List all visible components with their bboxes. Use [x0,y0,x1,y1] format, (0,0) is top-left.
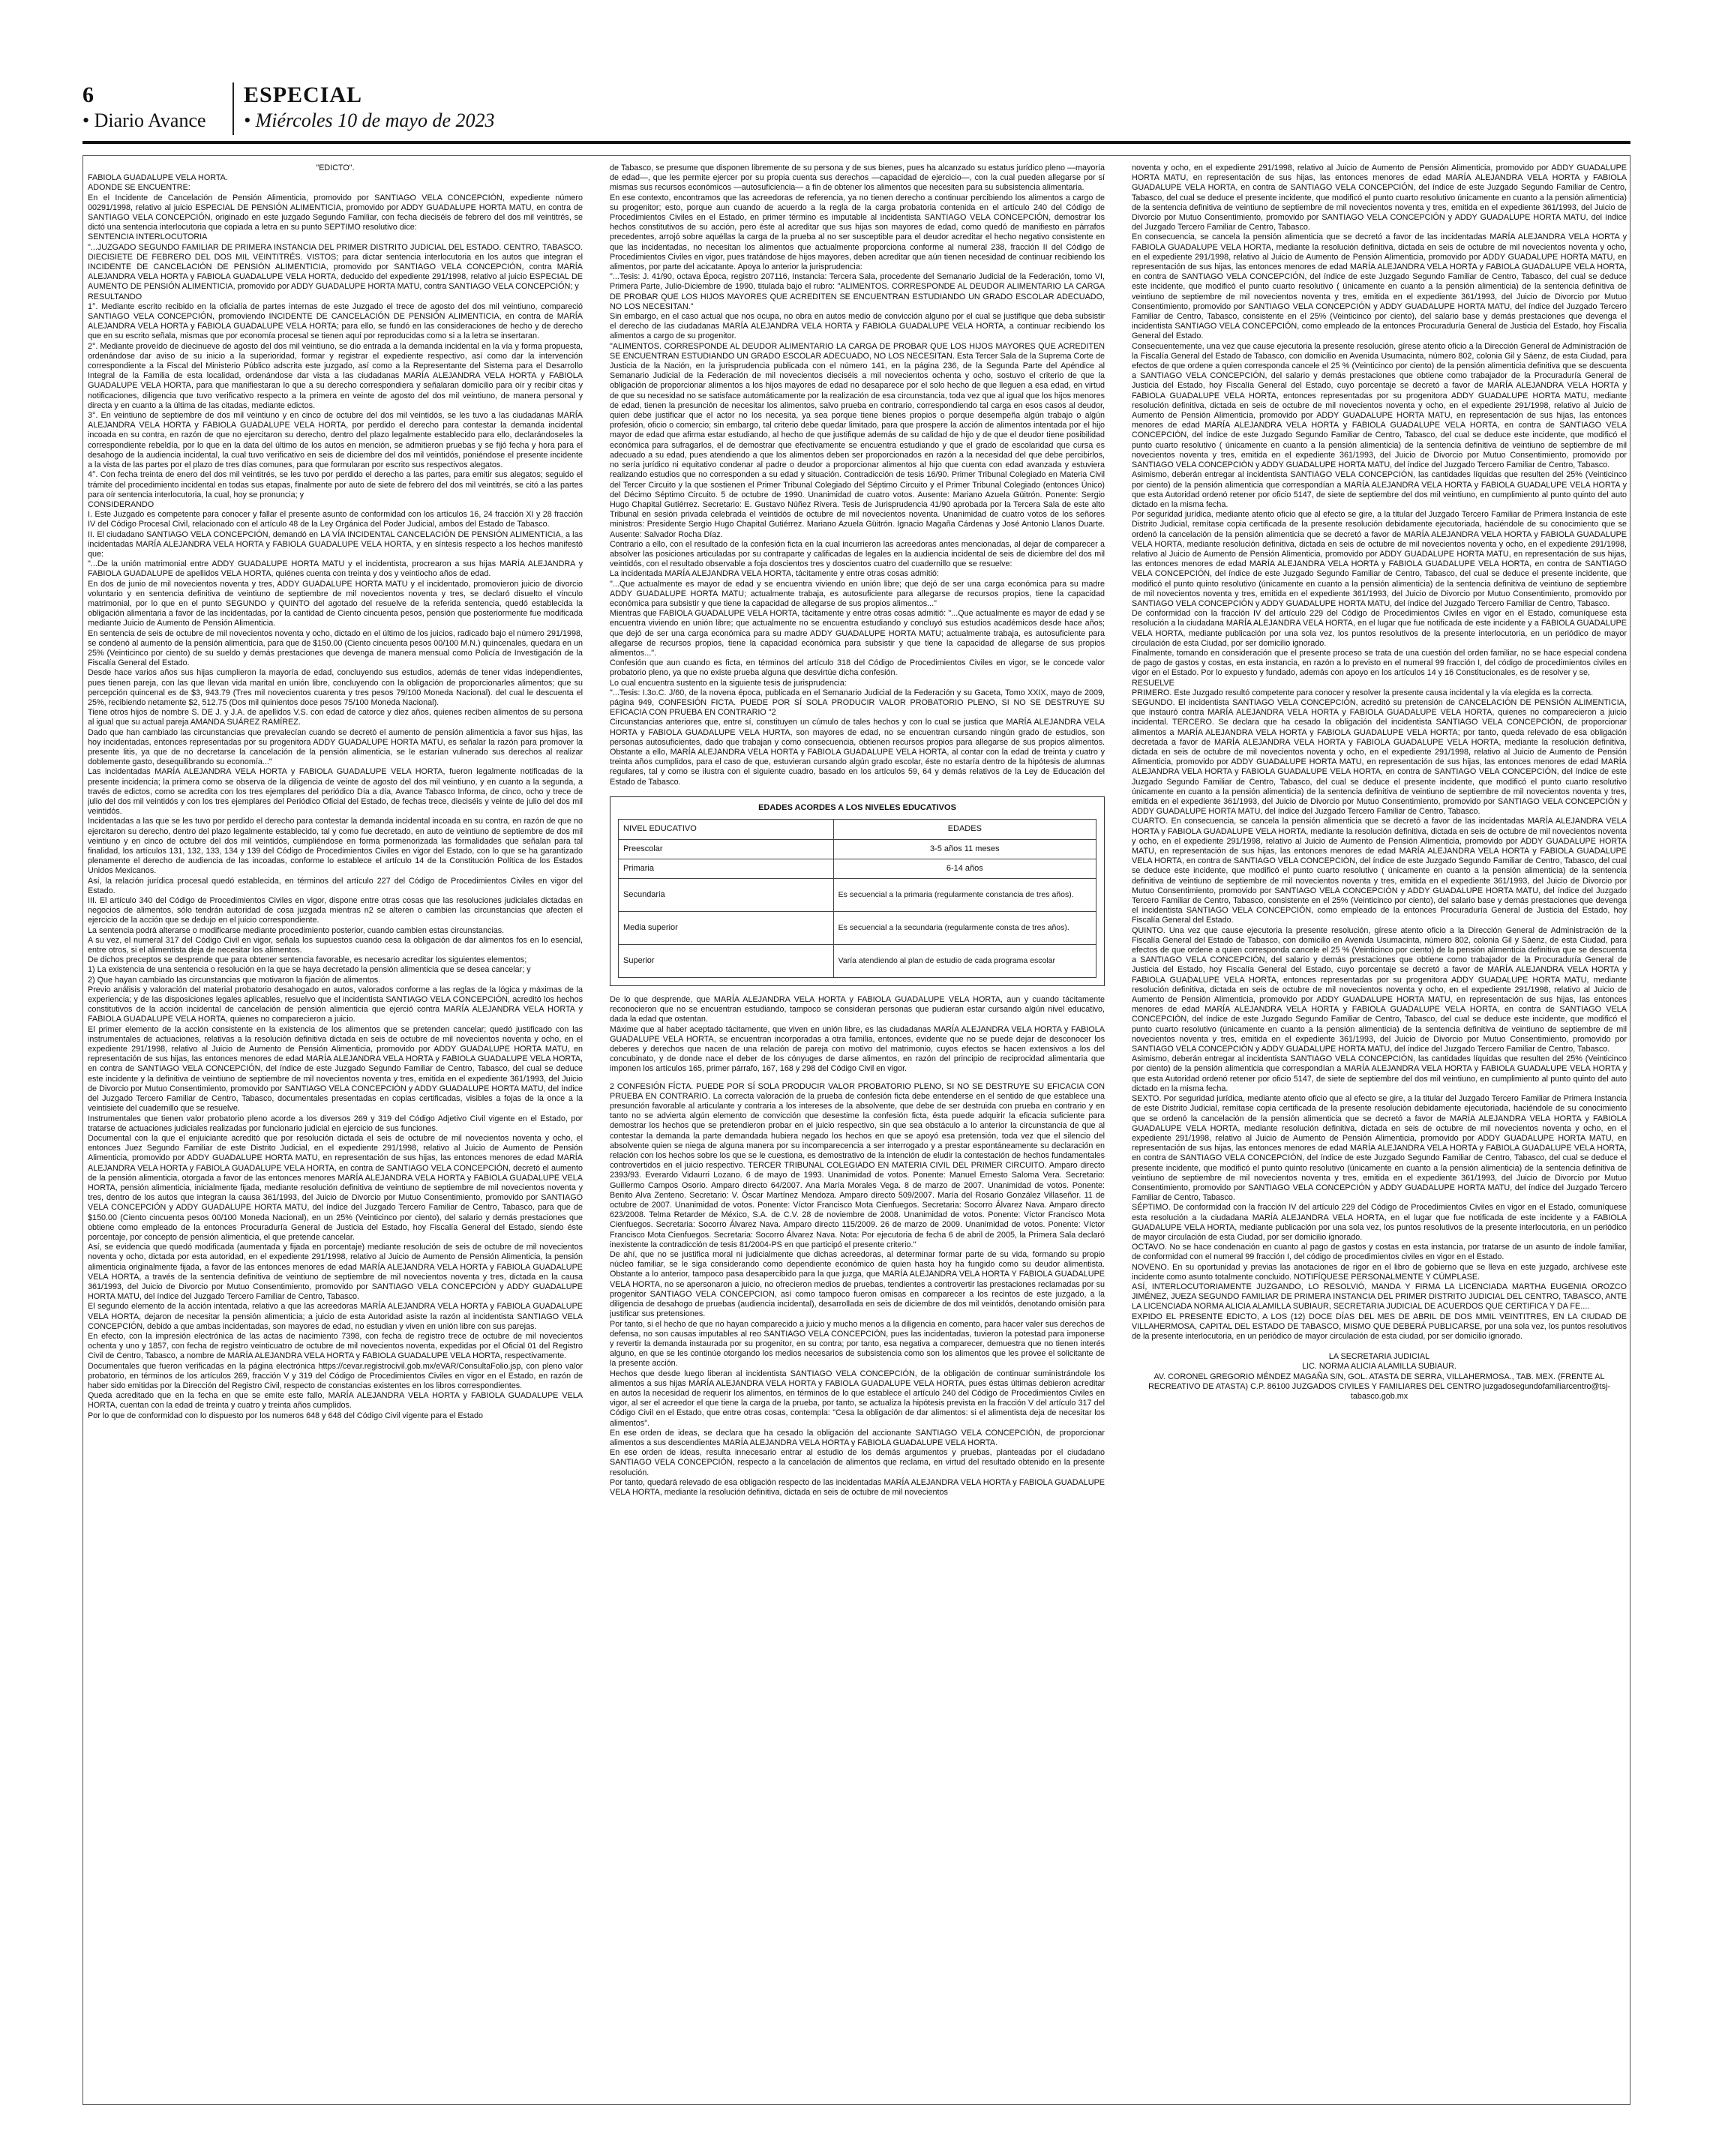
table-row [619,859,1096,879]
court-address: AV. CORONEL GREGORIO MÉNDEZ MAGAÑA S/N, GOL. ATASTA DE SERRA, VILLAHERMOSA., TAB. MEX. (FRENTE AL RECREATIVO DE ATASTA) C.P. 86100 JUZGADOS CIVILES Y FAMILIARES DEL CENTRO juzgadosegundofamiliarcentro@tsj-tabasco.gob.mx [1148,1372,1610,1401]
table-cell-level: Primaria [619,859,834,879]
paragraph: "ALIMENTOS. CORRESPONDE AL DEUDOR ALIMENTARIO LA CARGA DE PROBAR QUE LOS HIJOS MAYORES QUE ACREDITEN SE ENCUENTRAN ESTUDIANDO UN GRADO ESCOLAR ADECUADO, NO LOS NECESITAN. Esta Tercer Sala de la Suprema Corte de Justicia de la Nación, en la jurisprudencia publicada con el número 141, en la página 236, de la Segunda Parte del Apéndice al Semanario Judicial de la Federación de mil novecientos dieciséis a mil novecientos ochenta y ocho, sostuvo el criterio de que la obligación de proporcionar alimentos a los hijos mayores de edad no desaparece por el solo hecho de que lleguen a esa edad, en virtud de que su necesidad no se satisface automáticamente por la realización de esa circunstancia, toda vez que al igual que los hijos menores de edad, tienen la presunción de necesitar los alimentos, salvo prueba en contrario, correspondiendo tal carga en esos casos al deudor, quien debe justificar que el actor no los necesita, ya sea porque tiene bienes propios o porque desempeña algún trabajo o algún profesión, oficio o comercio; sin embargo, tal criterio debe quedar limitado, para que prospere la acción de alimentos intentada por el hijo mayor de edad que afirma estar estudiando, al hecho de que justifique además de su calidad de hijo y de que el deudor tiene posibilidad económica para sufragarlos, el de demostrar que efectivamente se encuentra estudiando y que el grado de escolaridad que cursa es adecuado a su edad, pues atendiendo a que los alimentos deben ser proporcionados en razón a la necesidad del que debe percibirlos, no sería jurídico ni equitativo condenar al padre o deudor a proporcionar alimentos al hijo que cuenta con edad avanzada y estuviera realizando estudios que no corresponden a su edad y situación. Contradicción de tesis 16/90. Primer Tribunal Colegiado en Materia Civil del Tercer Circuito y la que sostienen el Primer Tribunal Colegiado del Séptimo Circuito y el Primer Tribunal Colegiado (entonces Único) del Décimo Séptimo Circuito. 5 de octubre de 1990. Unanimidad de cuatro votos. Ausente: Mariano Azuela Güitrón. Ponente: Sergio Hugo Chapital Gutiérrez. Secretario: E. Gustavo Núñez Rivera. Tesis de Jurisprudencia 41/90 aprobada por la Tercera Sala de este alto Tribunal en sesión privada celebrada el veintidós de octubre de mil novecientos noventa. Unanimidad de cuatro votos de los señores ministros: Presidente Sergio Hugo Chapital Gutiérrez. Mariano Azuela Güitrón. Ignacio Magaña Cárdenas y José Antonio Llanos Duarte. Ausente: Salvador Rocha Díaz. [610,341,1105,539]
table-cell-level: Media superior [619,912,834,945]
edict-title: "EDICTO". [316,163,355,172]
paragraph: Confesión que aun cuando es ficta, en términos del artículo 318 del Código de Procedimientos Civiles en vigor, se le concede valor probatorio pleno, ya que no existe prueba alguna que desvirtúe dicha confesión. [610,658,1105,678]
paragraph: El primer elemento de la acción consistente en la existencia de los alimentos que se pretenden cancelar; quedó justificado con las instrumentales de actuaciones, relativas a la resolución definitiva dictada en seis de octubre de mil novecientos noventa y ocho, en el expediente 291/1998, relativo al Juicio de Aumento de Pensión Alimenticia, promovido por ADDY GUADALUPE HORTA MATU, en representación de sus hijas, las entonces menores de edad MARÍA ALEJANDRA VELA HORTA y FABIOLA GUADALUPE VELA HORTA, en contra de SANTIAGO VELA CONCEPCIÓN, del índice de este Juzgado Segundo Familiar de Centro, Tabasco, del cual se deduce este incidente y la definitiva de veintiuno de septiembre de mil novecientos noventa y tres, emitida en el expediente 361/1993, del Juicio de Divorcio por Mutuo Consentimiento, promovido por SANTIAGO VELA CONCEPCIÓN y ADDY GUADALUPE HORTA MATU, del índice del Juzgado Tercero Familiar de Centro, Tabasco, documentales presentadas en copias certificadas, visibles a fojas de la once a la veintisiete del cuadernillo que se resuelve. [88,1024,583,1114]
section-heading: RESUELVE [1132,678,1174,688]
paragraph: De ahí, que no se justifica moral ni judicialmente que dichas acreedoras, al determinar formar parte de su vida, formando su propio núcleo familiar, se le siga considerando como dependiente económico de quien hasta hoy ha fungido como su deudor alimentista. Obstante a lo anterior, tampoco pasa desapercibido para la que juzga, que MARÍA ALEJANDRA VELA HORTA Y FABIOLA GUADALUPE VELA HORTA, no se apersonaron a juicio, no ofrecieron medios de pruebas, tendientes a controvertir las prestaciones reclamadas por su progenitor SANTIAGO VELA CONCEPCION, así como tampoco fueron omisas en comparecer a los recintos de este juzgado, a la diligencia de desahogo de pruebas (audiencia incidental), desarrollada en seis de diciembre de dos mil veintidós, denotando omisión para justificar sus pretensiones. [610,1250,1105,1319]
paragraph: La incidentada MARÍA ALEJANDRA VELA HORTA, tácitamente y entre otras cosas admitió: [610,569,939,579]
paragraph: SÉPTIMO. De conformidad con la fracción IV del artículo 229 del Código de Procedimientos Civiles en vigor en el Estado, comuníquese esta resolución a la ciudadana MARÍA ALEJANDRA VELA HORTA, en el lugar que fue notificada de este incidente y a FABIOLA GUADALUPE VELA HORTA, mediante publicación por una sola vez, los puntos resolutivos de la presente interlocutoria, en un periódico de mayor circulación de esta Ciudad, por ser domicilio ignorado. [1132,1203,1627,1242]
paragraph: De dichos preceptos se desprende que para obtener sentencia favorable, es necesario acreditar los siguientes elementos; [88,955,527,965]
paragraph: En ese orden de ideas, se declara que ha cesado la obligación del accionante SANTIAGO VELA CONCEPCIÓN, de proporcionar alimentos a sus descendientes MARÍA ALEJANDRA VELA HORTA y FABIOLA GUADALUPE VELA HORTA. [610,1428,1105,1447]
section-heading: SENTENCIA INTERLOCUTORIA [88,232,208,242]
paragraph: Máxime que al haber aceptado tácitamente, que viven en unión libre, es las ciudadanas MARÍA ALEJANDRA VELA HORTA y FABIOLA GUADALUPE VELA HORTA, se encuentran incorporadas a otra familia, entonces, evidente que no se puede dejar de desconocer los deberes y derechos que nacen de una relación de pareja con motivo del matrimonio, cuyos efectos se hacen extensivos a los del concubinato, y de donde nace el deber de los cónyuges de darse alimentos, en razón del principio de reciprocidad alimentaria que imponen los artículos 165, primer párrafo, 167, 168 y 298 del Código Civil en vigor. [610,1024,1105,1074]
paragraph: Contrario a ello, con el resultado de la confesión ficta en la cual incurrieron las acreedoras antes mencionadas, al dejar de comparecer a absolver las posiciones articuladas por su contraparte y calificadas de legales en la audiencia incidental de seis de diciembre del dos mil veintidós, con el resultado observable a foja doscientos tres y doscientos cuatro del cuadernillo que se resuelve: [610,539,1105,569]
table-row [619,840,1096,859]
paragraph: 2) Que hayan cambiado las circunstancias que motivaron la fijación de alimentos. [88,975,381,985]
paragraph: ADONDE SE ENCUENTRE: [88,183,190,193]
paragraph: CUARTO. En consecuencia, se cancela la pensión alimenticia que se decretó a favor de las incidentadas MARÍA ALEJANDRA VELA HORTA y FABIOLA GUADALUPE VELA HORTA, mediante la resolución definitiva, dictada en seis de octubre de mil novecientos noventa y ocho, en el expediente 291/1998, relativo al Juicio de Aumento de Pensión Alimenticia, promovido por ADDY GUADALUPE HORTA MATU, en representación de sus hijas, las entonces menores de edad MARÍA ALEJANDRA VELA HORTA y FABIOLA GUADALUPE VELA HORTA, en contra de SANTIAGO VELA CONCEPCIÓN, del índice de este Juzgado Segundo Familiar de Centro, Tabasco, del cual se deduce este incidente, que modificó el punto cuarto resolutivo ( únicamente en cuanto a la pensión alimenticia) de la sentencia definitiva de veintiuno de septiembre de mil novecientos noventa y tres, emitida en el expediente 361/1993, del Juicio de Divorcio por Mutuo Consentimiento, promovido por SANTIAGO VELA CONCEPCIÓN y ADDY GUADALUPE HORTA MATU, del índice del Juzgado Tercero Familiar de Centro, Tabasco, consistente en el 25% (Veinticinco por ciento), del salario base y demás prestaciones que devenga el incidentista SANTIAGO VELA CONCEPCIÓN, como empleado de la entonces Procuraduría General de Justicia del Estado, hoy Fiscalía General del Estado. [1132,817,1627,925]
paragraph: 2°. Mediante proveído de diecinueve de agosto del dos mil veintiuno, se dio entrada a la demanda incidental en la vía y forma propuesta, ordenándose dar aviso de su inicio a la superioridad, formar y registrar el expediente respectivo, así como dar la intervención correspondiente a la Fiscal del Ministerio Público adscrita este juzgado, así como a la Representante del Sistema para el Desarrollo Integral de la Familia de esta localidad, ordenándose dar vista a las ciudadanas MARÍA ALEJANDRA VELA HORTA y FABIOLA GUADALUPE VELA HORTA, para que manifiestaran lo que a su derecho correspondiera y señalaran domicilio para oír y recibir citas y notificaciones, diligencia que tuvo verificativo respecto a la primera en veinte de agosto del dos mil veintiuno, de manera personal y directa y en cuanto a la última de las citadas, mediante edictos. [88,341,583,410]
signature-title: LA SECRETARIA JUDICIAL [1328,1352,1430,1362]
paragraph: NOVENO. En su oportunidad y previas las anotaciones de rigor en el libro de gobierno que se lleva en este juzgado, archívese este incidente como asunto totalmente concluido. NOTIFÍQUESE PERSONALMENTE Y CÚMPLASE. [1132,1262,1627,1282]
paragraph: Así, se evidencia que quedó modificada (aumentada y fijada en porcentaje) mediante resolución de seis de octubre de mil novecientos noventa y ocho, dictada por esta autoridad, en el expediente 291/1998, relativo al Juicio de Aumento de Pensión Alimenticia, la pensión alimenticia originalmente fijada, a favor de las entonces menores de edad MARÍA ALEJANDRA VELA HORTA y FABIOLA GUADALUPE VELA HORTA, a través de la sentencia definitiva de veintiuno de septiembre de mil novecientos noventa y tres, dictada en la causa 361/1993, del Juicio de Divorcio por Mutuo Consentimiento, promovido por SANTIAGO VELA CONCEPCIÓN y ADDY GUADALUPE HORTA MATU, del índice del Juzgado Tercero Familiar de Centro, Tabasco. [88,1243,583,1302]
paragraph: La sentencia podrá alterarse o modificarse mediante procedimiento posterior, cuando cambien estas circunstancias. [88,925,505,935]
edict-notice [82,155,1630,2105]
paragraph: Documental con la que el enjuiciante acreditó que por resolución dictada el seis de octubre de mil novecientos noventa y ocho, el entonces Juez Segundo Familiar de este Distrito Judicial, en el expediente 291/1998, relativo al Juicio de Aumento de Pensión Alimenticia, promovido por ADDY GUADALUPE HORTA MATU, en representación de sus hijas, las entonces menores de edad MARÍA ALEJANDRA VELA HORTA y FABIOLA GUADALUPE VELA HORTA, en contra de SANTIAGO VELA CONCEPCIÓN, decretó el aumento de la pensión alimenticia, otorgada a favor de las entonces menores MARÍA ALEJANDRA VELA HORTA y FABIOLA GUADALUPE VELA HORTA, pensión alimenticia, inicialmente fijada, mediante resolución definitiva de veintiuno de septiembre de mil novecientos noventa y tres, dentro de los autos que integran la causa 361/1993, del Juicio de Divorcio por Mutuo Consentimiento, promovido por SANTIAGO VELA CONCEPCIÓN y ADDY GUADALUPE HORTA MATU, del índice del Juzgado Tercero Familiar de Centro, Tabasco, para que de $150.00 (Ciento cincuenta pesos 00/100 Moneda Nacional), en un 25% (Veinticinco por ciento), del salario y demás prestaciones que obtiene como empleado de la entonces Procuraduría General de Justicia del Estado, hoy Fiscalía General del Estado, siendo éste porcentaje, por concepto de pensión alimenticia, el que pretende cancelar. [88,1133,583,1242]
paragraph: FABIOLA GUADALUPE VELA HORTA. [88,173,228,183]
paragraph: OCTAVO. No se hace condenación en cuanto al pago de gastos y costas en esta instancia, por tratarse de un asunto de índole familiar, de conformidad con el numeral 99 fracción I, del código de procedimientos civiles en vigor en el Estado. [1132,1243,1627,1262]
paragraph: Por lo que de conformidad con lo dispuesto por los numeros 648 y 648 del Código Civil vigente para el Estado [88,1411,483,1420]
table-cell-ages: Es secuencial a la primaria (regularmente constancia de tres años). [833,879,1096,912]
paragraph: Mientras que FABIOLA GUADALUPE VELA HORTA, tácitamente y entre otras cosas admitió: "...Que actualmente es mayor de edad y se encuentra viviendo en unión libre; que actualmente no se encuentra estudiando y concluyó sus estudios académicos desde hace años; que dejó de ser una carga económica para su madre ADDY GUADALUPE HORTA MATU; actualmente trabaja, es autosuficiente para allegarse de recursos propios, tiene la capacidad económica para subsistir y que tiene la capacidad de allegarse de sus propios alimentos...". [610,609,1105,658]
paragraph: En ese contexto, encontramos que las acreedoras de referencia, ya no tienen derecho a continuar percibiendo los alimentos a cargo de su progenitor; esto, porque aun cuando de acuerdo a la regla de la carga probatoria contenida en el artículo 240 del Código de Procedimientos Civiles en el Estado, en primer término es imputable al incidentista SANTIAGO VELA CONCEPCIÓN, demostrar los hechos constitutivos de su acción, pero éste al acreditar que sus hijas son mayores de edad, como quedó de manifiesto en párrafos precedentes, arrojó sobre aquéllas la carga de la prueba al no ser susceptible para el deudor acreditar el hecho negativo consistente en que las incidentadas, no necesitan los alimentos que actualmente proporciona conforme al numeral 238, fracción II del Código de Procedimientos Civiles en vigor, pues tratándose de hijos mayores, deben acreditar que aún tienen necesidad de continuar recibiendo los alimentos, por parte del acicatante. Apoya lo anterior la jurisprudencia: [610,193,1105,272]
paragraph: III. El artículo 340 del Código de Procedimientos Civiles en vigor, dispone entre otras cosas que las resoluciones judiciales dictadas en negocios de alimentos, sólo tendrán autoridad de cosa juzgada mientras n2 se alteren o cambien las circunstancias que afecten el ejercicio de la acción que se dedujo en el juicio correspondiente. [88,896,583,925]
paragraph: de Tabasco, se presume que disponen libremente de su persona y de sus bienes, pues ha alcanzado su estatus jurídico pleno —mayoría de edad—, que les permite ejercer por su propia cuenta sus derechos —capacidad de ejercicio—, con la cual pueden allegarse por sí mismas sus recursos económicos —autosuficiencia— a fin de obtener los alimentos que necesiten para su subsistencia alimentaria. [610,163,1105,193]
paragraph: Por seguridad jurídica, mediante atento oficio que al efecto se gire, a la titular del Juzgado Tercero Familiar de Primera Instancia de este Distrito Judicial, remítase copia certificada de la presente resolución debidamente ejecutoriada, haciéndole de su conocimiento que se ordenó la cancelación de la pensión alimenticia que se decretó a favor de MARÍA ALEJANDRA VELA HORTA y FABIOLA GUADALUPE VELA HORTA, mediante resolución definitiva, dictada en seis de octubre de mil novecientos noventa y ocho, en el expediente 291/1998, relativo al Juicio de Aumento de Pensión Alimenticia, promovido por ADDY GUADALUPE HORTA MATU, en representación de sus hijas, las entonces menores de edad MARÍA ALEJANDRA VELA HORTA y FABIOLA GUADALUPE VELA HORTA, en contra de SANTIAGO VELA CONCEPCIÓN, del índice de este Juzgado Segundo Familiar de Centro, Tabasco, del cual se deduce el presente incidente, que modificó el punto quinto resolutivo (únicamente en cuanto a la pensión alimenticia) de la sentencia definitiva de veintiuno de septiembre de mil novecientos noventa y tres, emitida en el expediente 361/1993, del Juicio de Divorcio por Mutuo Consentimiento, promovido por SANTIAGO VELA CONCEPCIÓN y ADDY GUADALUPE HORTA MATU, del índice del Juzgado Tercero Familiar de Centro, Tabasco. [1132,510,1627,608]
section-heading: CONSIDERANDO [88,499,154,509]
paragraph: Asimismo, deberán entregar al incidentista SANTIAGO VELA CONCEPCIÓN, las cantidades líquidas que resulten del 25% (Veinticinco por ciento) de la pensión alimenticia que correspondían a MARÍA ALEJANDRA VELA HORTA y FABIOLA GUADALUPE VELA HORTA y que esta Autoridad ordenó retener por oficio 5147, de siete de septiembre del dos mil veintiuno, en cumplimiento al punto quinto del auto dictado en la misma fecha. [1132,470,1627,509]
paragraph: Desde hace varios años sus hijas cumplieron la mayoría de edad, concluyendo sus estudios, además de tener vidas independientes, pues tienen pareja, con las que llevan vida marital en unión libre, concluyendo con la obligación de proporcionarles alimentos; que su percepción quincenal es de $3, 943.79 (Tres mil novecientos cuarenta y tres pesos 79/100 Moneda Nacional). del cual le descuenta el 25%, recibiendo netamente $2, 512.75 (Dos mil quinientos doce pesos 75/100 Moneda Nacional). [88,668,583,707]
column-2 [610,163,1105,2098]
paragraph: A su vez, el numeral 317 del Código Civil en vigor, señala los supuestos cuando cesa la obligación de dar alimentos fos en lo esencial, entre otros, si el alimentista deja de necesitar los alimentos. [88,935,583,955]
table-cell-ages: Es secuencial a la secundaria (regularmente consta de tres años). [833,912,1096,945]
paragraph: Asimismo, deberán entregar al incidentista SANTIAGO VELA CONCEPCIÓN, las cantidades líquidas que resulten del 25% (Veinticinco por ciento) de la pensión alimenticia que correspondían a MARÍA ALEJANDRA VELA HORTA y FABIOLA GUADALUPE VELA HORTA y que esta Autoridad ordenó retener por oficio 5147, de siete de septiembre del dos mil veintiuno, en cumplimiento al punto quinto del auto dictado en la misma fecha. [1132,1054,1627,1093]
paragraph: II. El ciudadano SANTIAGO VELA CONCEPCIÓN, demandó en LA VÍA INCIDENTAL CANCELACIÓN DE PENSIÓN ALIMENTICIA, a las incidentadas MARÍA ALEJANDRA VELA HORTA y FABIOLA GUADALUPE VELA HORTA, y en síntesis respecto a los hechos manifestó que: [88,529,583,559]
newspaper-name: • Diario Avance [82,109,206,131]
paragraph: En dos de junio de mil novecientos noventa y tres, ADDY GUADALUPE HORTA MATU y el incidentado, promovieron juicio de divorcio voluntario y en sentencia definitiva de veintiuno de septiembre de mil novecientos noventa y tres, se declaró disuelto el vínculo matrimonial, por lo que en el punto SEGUNDO y QUINTO del agotado del resuelve de la referida sentencia, quedó establecida la obligación alimentaria a favor de las incidentadas, por la cantidad de Ciento cincuenta pesos, pensión que posteriormente fue modificada mediante Juicio de Aumento de Pensión Alimenticia. [88,579,583,628]
paragraph: En sentencia de seis de octubre de mil novecientos noventa y ocho, dictado en el último de los juicios, radicado bajo el número 291/1998, se condenó al aumento de la pensión alimenticia, para que de $150.00 (Ciento cincuenta pesos 00/100 M.N.) quincenales, quedara en un 25% (Veinticinco por ciento) de su sueldo y demás prestaciones que devenga de manera mensual como Policía de Investigación de la Fiscalía General del Estado. [88,628,583,668]
section-title: ESPECIAL [244,82,363,107]
paragraph: De lo que desprende, que MARÍA ALEJANDRA VELA HORTA y FABIOLA GUADALUPE VELA HORTA, aun y cuando tácitamente reconocieron que no se encuentran estudiando, tampoco se consideran personas que pudieran estar cursando algún nivel educativo, dada la edad que ostentan. [610,995,1105,1024]
paragraph: En ese orden de ideas, resulta innecesario entrar al estudio de los demás argumentos y pruebas, planteadas por el ciudadano SANTIAGO VELA CONCEPCIÓN, respecto a la cancelación de alimentos que reclama, en virtud del resultado obtenido en la presente resolución. [610,1448,1105,1477]
paragraph: Lo cual encuentra sustento en la siguiente tesis de jurisprudencia: [610,678,847,688]
paragraph: Queda acreditado que en la fecha en que se emite este fallo, MARÍA ALEJANDRA VELA HORTA y FABIOLA GUADALUPE VELA HORTA, cuentan con la edad de treinta y cuatro y treinta años cumplidos. [88,1391,583,1411]
table-title: EDADES ACORDES A LOS NIVELES EDUCATIVOS [758,802,956,812]
paragraph: Incidentadas a las que se les tuvo por perdido el derecho para contestar la demanda incidental incoada en su contra, en razón de que no ejercitaron su derecho, dentro del plazo legalmente establecido, tal y como fue decretado, en auto de veintiuno de septiembre de dos mil veintiuno y en cinco de octubre del dos mil veintidós, cumpliéndose en forma pormenorizada las formalidades que señalan para tal finalidad, los artículos 131, 132, 133, 134 y 139 del Código de Procedimientos Civiles en vigor del Estado, con lo que se ha garantizado plenamente el derecho de audiencia de las incoadas, conforme lo establece el artículo 14 de la Constitución Política de los Estados Unidos Mexicanos. [88,817,583,876]
paragraph: Documentales que fueron verificadas en la página electrónica https://cevar.registrocivil.gob.mx/eVAR/ConsultaFolio.jsp, con pleno valor probatorio, en términos de los artículos 269, fracción V y 319 del Código de Procedimientos Civiles en vigor en el Estado, en razón de haber sido emitidas por la Dirección del Registro Civil, respecto de constancias existentes en los libros correspondientes. [88,1361,583,1390]
paragraph: noventa y ocho, en el expediente 291/1998, relativo al Juicio de Aumento de Pensión Alimenticia, promovido por ADDY GUADALUPE HORTA MATU, en representación de sus hijas, las entonces menores de edad MARÍA ALEJANDRA VELA HORTA y FABIOLA GUADALUPE VELA HORTA, en contra de SANTIAGO VELA CONCEPCIÓN, del índice de este Juzgado Segundo Familiar de Centro, Tabasco, del cual se deduce el presente incidente, que modificó el punto cuarto resolutivo únicamente en cuanto a la pensión alimenticia) de la sentencia definitiva de veintiuno de septiembre de mil novecientos noventa y tres, emitida en el expediente 361/1993, del Juicio de Divorcio por Mutuo Consentimiento, promovido por SANTIAGO VELA CONCEPCIÓN y ADDY GUADALUPE HORTA MATU, del índice del Juzgado Tercero Familiar de Centro, Tabasco. [1132,163,1627,232]
table-cell-level: Preescolar [619,840,834,859]
table-cell-ages: Varía atendiendo al plan de estudio de cada programa escolar [833,945,1096,978]
footnote: 2 CONFESIÓN FÍCTA. PUEDE POR SÍ SOLA PRODUCIR VALOR PROBATORIO PLENO, SI NO SE DESTRUYE SU EFICACIA CON PRUEBA EN CONTRARIO. La correcta valoración de la prueba de confesión ficta debe entenderse en el sentido de que establece una presunción favorable al articulante y contraria a los intereses de la absolvente, que debe de ser destruida con prueba en contrario y en tanto no se advierta algún elemento de convicción que desestime la confesión ficta, ésta puede adquirir la eficacia suficiente para demostrar los hechos que se pretendieron probar en el juicio respectivo, sin que sea obstáculo a lo anterior la circunstancia de que al contestar la demanda la parte demandada hubiera negado los hechos en que se apoyó esa pretensión, toda vez que el silencio del absolvente quien se niega de alguna manera por su incomparecencia a ser interrogado y a prestar espontáneamente su declaración en relación con los hechos sobre los que se le cuestiona, es demostrativo de la intención de eludir la contestación de hechos fundamentales controvertidos en el juicio respectivo. TERCER TRIBUNAL COLEGIADO EN MATERIA CIVIL DEL PRIMER CIRCUITO. Amparo directo 2393/93. Everardo Vidaurri Lozano. 6 de mayo de 1993. Unanimidad de votos. Ponente: Manuel Ernesto Saloma Vera. Secretario: Guillermo Campos Osorio. Amparo directo 64/2007. Ana María Morales Vega. 8 de marzo de 2007. Unanimidad de votos. Ponente: Benito Alva Zenteno. Secretario: V. Óscar Martínez Mendoza. Amparo directo 509/2007. María del Rosario González Villaseñor. 11 de octubre de 2007. Unanimidad de votos. Ponente: Víctor Francisco Mota Cienfuegos. Secretaria: Socorro Álvarez Nava. Amparo directo 623/2008. Telma Retarder de México, S.A. de C.V. 28 de noviembre de 2008. Unanimidad de votos. Ponente: Víctor Francisco Mota Cienfuegos. Secretaria: Socorro Álvarez Nava. Amparo directo 115/2009. 26 de marzo de 2009. Unanimidad de votos. Ponente: Víctor Francisco Mota Cienfuegos. Secretaria: Socorro Álvarez Nava. Nota: Por ejecutoria de fecha 6 de abril de 2005, la Primera Sala declaró inexistente la contradicción de tesis 81/2004-PS en que participó el presente criterio." [610,1081,1105,1249]
paragraph: "...JUZGADO SEGUNDO FAMILIAR DE PRIMERA INSTANCIA DEL PRIMER DISTRITO JUDICIAL DEL ESTADO. CENTRO, TABASCO. DIECISIETE DE FEBRERO DEL DOS MIL VEINTITRÉS. VISTOS; para dictar sentencia interlocutoria en los autos que integran el INCIDENTE DE CANCELACIÓN DE PENSIÓN ALIMENTICIA, promovido por SANTIAGO VELA CONCEPCIÓN, contra MARÍA ALEJANDRA VELA HORTA y FABIOLA GUADALUPE VELA HORTA, deducido del expediente 291/1998, relativo al juicio ESPECIAL DE AUMENTO DE PENSIÓN ALIMENTICIA, promovido por ADDY GUADALUPE HORTA MATU, contra SANTIAGO VELA CONCEPCIÓN; y [88,242,583,292]
table-cell-level: Secundaria [619,879,834,912]
table-cell-level: Superior [619,945,834,978]
paragraph: 1°. Mediante escrito recibido en la oficialía de partes internas de este Juzgado el trece de agosto del dos mil veintiuno, compareció SANTIAGO VELA CONCEPCIÓN, promoviendo INCIDENTE DE CANCELACIÓN DE PENSIÓN ALIMENTICIA, en contra de MARÍA ALEJANDRA VELA HORTA y FABIOLA GUADALUPE VELA HORTA; para ello, se fundó en las consideraciones de hecho y de derecho que en su escrito señala, mismas que por economía procesal se tienen aquí por reproducidas como si a la letra se insertaran. [88,301,583,341]
issue-date: • Miércoles 10 de mayo de 2023 [244,109,495,131]
paragraph: QUINTO. Una vez que cause ejecutoria la presente resolución, gírese atento oficio a la Dirección General de Administración de la Fiscalía General del Estado de Tabasco, con domicilio en Avenida Usumacinta, número 802, colonia Gil y Sáenz, de esta Ciudad, para efectos de que ordene a quien corresponda cancele el 25 % (Veinticinco por ciento) de la pensión alimenticia definitiva que se descuenta a SANTIAGO VELA CONCEPCIÓN, del salario y demás prestaciones que obtiene como trabajador de la Procuraduría General de Justicia del Estado, hoy Fiscalía General del Estado, cuyo porcentaje se decretó a favor de MARÍA ALEJANDRA VELA HORTA y FABIOLA GUADALUPE VELA HORTA, entonces representadas por su progenitora ADDY GUADALUPE HORTA MATU, mediante resolución definitiva, dictada en seis de octubre de mil novecientos noventa y ocho, en el expediente 291/1998, relativo al Juicio de Aumento de Pensión Alimenticia, promovido por ADDY GUADALUPE HORTA MATU, en representación de sus hijas, las entonces menores de edad MARÍA ALEJANDRA VELA HORTA y FABIOLA GUADALUPE VELA HORTA, en contra de SANTIAGO VELA CONCEPCIÓN, del índice de este Juzgado Segundo Familiar de Centro, Tabasco, del cual se deduce este incidente, que modificó el punto cuarto resolutivo (únicamente en cuanto a la pensión alimenticia) de la sentencia definitiva de veintiuno de septiembre de mil novecientos noventa y tres, emitida en el expediente 361/1993, del Juicio de Divorcio por Mutuo Consentimiento, promovido por SANTIAGO VELA CONCEPCIÓN y ADDY GUADALUPE HORTA MATU, del índice del Juzgado Tercero Familiar de Centro, Tabasco. [1132,925,1627,1054]
paragraph: SEGUNDO. El incidentista SANTIAGO VELA CONCEPCIÓN, acreditó su pretensión de CANCELACIÓN DE PENSIÓN ALIMENTICIA, que instauró contra MARÍA ALEJANDRA VELA HORTA y FABIOLA GUADALUPE VELA HORTA, quienes no comparecieron a juicio incidental. TERCERO. Se declara que ha cesado la obligación del incidentista SANTIAGO VELA CONCEPCIÓN, de proporcionar alimentos a MARÍA ALEJANDRA VELA HORTA y FABIOLA GUADALUPE VELA HORTA; por tanto, queda relevado de esa obligación decretada a favor de MARÍA ALEJANDRA VELA HORTA y FABIOLA GUADALUPE VELA HORTA, mediante la resolución definitiva, dictada en seis de octubre de mil novecientos noventa y ocho, en el expediente 291/1998, relativo al Juicio de Aumento de Pensión Alimenticia, promovido por ADDY GUADALUPE HORTA MATU, en representación de sus hijas, las entonces menores de edad MARÍA ALEJANDRA VELA HORTA y FABIOLA GUADALUPE VELA HORTA, en contra de SANTIAGO VELA CONCEPCIÓN, del índice de este Juzgado Segundo Familiar de Centro, Tabasco, del cual se deduce el presente incidente, que modificó el punto cuarto resolutivo únicamente en cuanto a la pensión alimenticia) de la sentencia definitiva de veintiuno de septiembre de mil novecientos noventa y tres, emitida en el expediente 361/1993, del Juicio de Divorcio por Mutuo Consentimiento, promovido por SANTIAGO VELA CONCEPCIÓN y ADDY GUADALUPE HORTA MATU, del índice del Juzgado Tercero Familiar de Centro, Tabasco. [1132,697,1627,817]
paragraph: En consecuencia, se cancela la pensión alimenticia que se decretó a favor de las incidentadas MARÍA ALEJANDRA VELA HORTA y FABIOLA GUADALUPE VELA HORTA, mediante la resolución definitiva, dictada en seis de octubre de mil novecientos noventa y ocho, en el expediente 291/1998, relativo al Juicio de Aumento de Pensión Alimenticia, promovido por ADDY GUADALUPE HORTA MATU, en representación de sus hijas, las entonces menores de edad MARÍA ALEJANDRA VELA HORTA y FABIOLA GUADALUPE VELA HORTA, en contra de SANTIAGO VELA CONCEPCIÓN, del índice de este Juzgado Segundo Familiar de Centro, Tabasco, del cual se deduce este incidente, que modificó el punto cuarto resolutivo ( únicamente en cuanto a la pensión alimenticia) de la sentencia definitiva de veintiuno de septiembre de mil novecientos noventa y tres, emitida en el expediente 361/1993, del Juicio de Divorcio por Mutuo Consentimiento, promovido por SANTIAGO VELA CONCEPCIÓN y ADDY GUADALUPE HORTA MATU, del índice del Juzgado Tercero Familiar de Centro, Tabasco, consistente en el 25% (Veinticinco por ciento), del salario base y demás prestaciones que devenga el incidentista SANTIAGO VELA CONCEPCIÓN, como empleado de la entonces Procuraduría General de Justicia del Estado, hoy Fiscalía General del Estado. [1132,232,1627,341]
paragraph: 3°. En veintiuno de septiembre de dos mil veintiuno y en cinco de octubre del dos mil veintidós, se les tuvo a las ciudadanas MARÍA ALEJANDRA VELA HORTA y FABIOLA GUADALUPE VELA HORTA, por perdido el derecho para contestar la demanda incidental incoada en su contra, en razón de que no ejercitaron su derecho, dentro del plazo legalmente establecido para ello, declarándoseles la correspondiente rebeldía, por lo que en la data del último de los autos en mención, se admitieron pruebas y se fijó fecha y hora para el desahogo de la audiencia incidental, la cual tuvo verificativo en seis de diciembre del dos mil veintidós, poniéndose el presente incidente a la vista de las partes por el plazo de tres días comunes, para que formularan por escrito sus respectivos alegatos. [88,411,583,470]
paragraph: I. Este Juzgado es competente para conocer y fallar el presente asunto de conformidad con los artículos 16, 24 fracción XI y 28 fracción IV del Código Procesal Civil, relacionado con el artículo 48 de la Ley Orgánica del Poder Judicial, ambos del Estado de Tabasco. [88,510,583,529]
paragraph: Previo análisis y valoración del material probatorio desahogado en autos, valorados conforme a las reglas de la lógica y máximas de la experiencia; y de las disposiciones legales aplicables, resuelvo que el incidentista SANTIAGO VELA CONCEPCIÓN, acreditó los hechos constitutivos de la acción incidental de cancelación de pensión alimenticia que ejerció contra MARÍA ALEJANDRA VELA HORTA y FABIOLA GUADALUPE VELA HORTA, quienes no comparecieron a juicio. [88,985,583,1024]
paragraph: "...Que actualmente es mayor de edad y se encuentra viviendo en unión libre; que dejó de ser una carga económica para su madre ADDY GUADALUPE HORTA MATU; actualmente trabaja, es autosuficiente para allegarse de recursos propios, tiene la capacidad económica para subsistir y que tiene la capacidad de allegarse de sus propios alimentos..." [610,579,1105,608]
paragraph: Sin embargo, en el caso actual que nos ocupa, no obra en autos medio de convicción alguno por el cual se justifique que deba subsistir el derecho de las ciudadanas MARÍA ALEJANDRA VELA HORTA y FABIOLA GUADALUPE VELA HORTA, a continuar recibiendo los alimentos a cargo de su progenitor. [610,312,1105,341]
paragraph: "...Tesis: I.3o.C. J/60, de la novena época, publicada en el Semanario Judicial de la Federación y su Gaceta, Tomo XXIX, mayo de 2009, página 949, CONFESIÓN FICTA. PUEDE POR SÍ SOLA PRODUCIR VALOR PROBATORIO PLENO, SI NO SE DESTRUYE SU EFICACIA CON PRUEBA EN CONTRARIO "2 [610,688,1105,718]
paragraph: Instrumentales que tienen valor probatorio pleno acorde a los diversos 269 y 319 del Código Adjetivo Civil vigente en el Estado, por tratarse de actuaciones judiciales realizadas por funcionario judicial en ejercicio de sus funciones. [88,1114,583,1133]
section-heading: RESULTANDO [88,292,142,301]
paragraph: Tiene otros hijos de nombre S. DE J. y J.A. de apellidos V.S. con edad de catorce y diez años, quienes reciben alimentos de su persona al igual que su actual pareja AMANDA SUÁREZ RAMÍREZ. [88,708,583,727]
paragraph: 1) La existencia de una sentencia o resolución en la que se haya decretado la pensión alimenticia que se desea cancelar; y [88,965,531,975]
paragraph: Hechos que desde luego liberan al incidentista SANTIAGO VELA CONCEPCIÓN, de la obligación de continuar suministrándole los alimentos a sus hijas MARÍA ALEJANDRA VELA HORTA y FABIOLA GUADALUPE VELA HORTA, pues éstas últimas debieron acreditar en autos la necesidad de requerir los alimentos, en términos de lo que establece el artículo 240 del Código de Procedimientos Civiles en vigor, al ser el acreedor el que tiene la carga de la prueba, por tanto, se actualiza la hipótesis prevista en la fracción V del artículo 317 del Código Civil en el Estado, que entre otras cosas, contempla: "Cesa la obligación de dar alimentos: si el alimentista deja de necesitar los alimentos". [610,1369,1105,1428]
paragraph: En efecto, con la impresión electrónica de las actas de nacimiento 7398, con fecha de registro trece de octubre de mil novecientos ochenta y uno y 1857, con fecha de registro veinticuatro de octubre de mil novecientos noventa, expedidas por el Oficial 01 del Registro Civil de Centro, Tabasco, a nombre de MARÍA ALEJANDRA VELA HORTA y FABIOLA GUADALUPE VELA HORTA, respectivamente. [88,1331,583,1361]
paragraph: SEXTO. Por seguridad jurídica, mediante atento oficio que al efecto se gire, a la titular del Juzgado Tercero Familiar de Primera Instancia de este Distrito Judicial, remítase copia certificada de la presente resolución debidamente ejecutoriada, haciéndole de su conocimiento que se ordenó la cancelación de la pensión alimenticia que se decretó a favor de MARÍA ALEJANDRA VELA HORTA y FABIOLA GUADALUPE VELA HORTA, mediante resolución definitiva, dictada en seis de octubre de mil novecientos noventa y ocho, en el expediente 291/1998, relativo al Juicio de Aumento de Pensión Alimenticia, promovido por ADDY GUADALUPE HORTA MATU, en representación de sus hijas, las entonces menores de edad MARÍA ALEJANDRA VELA HORTA y FABIOLA GUADALUPE VELA HORTA, en contra de SANTIAGO VELA CONCEPCIÓN, del índice de este Juzgado Segundo Familiar de Centro, Tabasco, del cual se deduce el presente incidente, que modificó el punto quinto resolutivo (únicamente en cuanto a la pensión alimenticia) de la sentencia definitiva de veintiuno de septiembre de mil novecientos noventa y tres, emitida en el expediente 361/1993, del Juicio de Divorcio por Mutuo Consentimiento, promovido por SANTIAGO VELA CONCEPCIÓN y ADDY GUADALUPE HORTA MATU, del índice del Juzgado Tercero Familiar de Centro, Tabasco. [1132,1094,1627,1203]
page-number: 6 [82,82,94,107]
paragraph: 4°. Con fecha treinta de enero del dos mil veintitrés, se les tuvo por perdido el derecho a las partes, para emitir sus alegatos; seguido el trámite del procedimiento incidental en todas sus etapas, finalmente por auto de siete de febrero del dos mil veintitrés, se citó a las partes para oír sentencia interlocutoria, la cual, hoy se pronuncia; y [88,470,583,499]
masthead-rule [82,141,1630,144]
table-row [619,912,1096,945]
masthead-divider [232,82,234,135]
paragraph: De conformidad con la fracción IV del artículo 229 del Código de Procedimientos Civiles en vigor en el Estado, comuníquese esta resolución a la ciudadana MARÍA ALEJANDRA VELA HORTA, en el lugar que fue notificada de este incidente y a FABIOLA GUADALUPE VELA HORTA, mediante publicación por una sola vez, los puntos resolutivos de la presente interlocutoria, en un periódico de mayor circulación de esta Ciudad, por ser domicilio ignorado. [1132,609,1627,648]
table-cell-ages: 3-5 años 11 meses [833,840,1096,859]
paragraph: Circunstancias anteriores que, entre sí, constituyen un cúmulo de tales hechos y con lo cual se justica que MARÍA ALEJANDRA VELA HORTA y FABIOLA GUADALUPE VELA HURTA, son mayores de edad, no se encuentran cursando ningún grado de estudios, son personas autosuficientes, dado que trabajan y como consecuencia, obtienen recursos propios para allegarse de sus propios alimentos. Obstante a ello, MARÍA ALEJANDRA VELA HORTA y FABIOLA GUADALUPE VELA HORTA, al contar con la edad de treinta y cuatro y treinta años cumplidos, para el caso de que, estuvieran cursando algún grado escolar, éste no estaría dentro de la hipótesis de alumnas regulares, tal y como se ilustra con el siguiente cuadro, basado en los artículos 59, 64 y demás relativos de la Ley de Educación del Estado de Tabasco. [610,718,1105,787]
paragraph: Por tanto, si el hecho de que no hayan comparecido a juicio y mucho menos a la diligencia en comento, para hacer valer sus derechos de defensa, no son causas imputables al reo SANTIAGO VELA CONCEPCIÓN, pues las incidentadas, tuvieron la potestad para imponerse y revertir la demanda instaurada por su progenitor, en su contra; por tanto, esa negativa a comparecer, demuestra que no tienen interés alguno, en que se les continúe otorgando los medios necesarios de subsistencia como son los alimentos que les provee el solicitante de la presente acción. [610,1319,1105,1369]
paragraph: "...De la unión matrimonial entre ADDY GUADALUPE HORTA MATU y el incidentista, procrearon a sus hijas MARÍA ALEJANDRA y FABIOLA GUADALUPE de apellidos VELA HORTA, quiénes cuenta con treinta y dos y veintiocho años de edad. [88,559,583,579]
paragraph: Así, la relación jurídica procesal quedó establecida, en términos del artículo 227 del Código de Procedimientos Civiles en vigor del Estado. [88,876,583,895]
table-header-ages: EDADES [833,820,1096,840]
paragraph: Consecuentemente, una vez que cause ejecutoria la presente resolución, gírese atento oficio a la Dirección General de Administración de la Fiscalía General del Estado de Tabasco, con domicilio en Avenida Usumacinta, número 802, colonia Gil y Sáenz, de esta Ciudad, para efectos de que ordene a quien corresponda cancele el 25 % (Veinticinco por ciento) de la pensión alimenticia definitiva que se descuenta a SANTIAGO VELA CONCEPCIÓN, del salario y demás prestaciones que obtiene como trabajador de la Procuraduría General de Justicia del Estado, hoy Fiscalía General del Estado, cuyo porcentaje se decretó a favor de MARÍA ALEJANDRA VELA HORTA y FABIOLA GUADALUPE VELA HORTA, entonces representadas por su progenitora ADDY GUADALUPE HORTA MATU, mediante resolución definitiva, dictada en seis de octubre de mil novecientos noventa y ocho, en el expediente 291/1998, relativo al Juicio de Aumento de Pensión Alimenticia, promovido por ADDY GUADALUPE HORTA MATU, en representación de sus hijas, las entonces menores de edad MARÍA ALEJANDRA VELA HORTA y FABIOLA GUADALUPE VELA HORTA, en contra de SANTIAGO VELA CONCEPCIÓN, del índice de este Juzgado Segundo Familiar de Centro, Tabasco, del cual se deduce este incidente, que modificó el punto cuarto resolutivo ( únicamente en cuanto a la pensión alimenticia) de la sentencia definitiva de veintiuno de septiembre de mil novecientos noventa y tres, emitida en el expediente 361/1993, del Juicio de Divorcio por Mutuo Consentimiento, promovido por SANTIAGO VELA CONCEPCIÓN y ADDY GUADALUPE HORTA MATU, del índice del Juzgado Tercero Familiar de Centro, Tabasco. [1132,341,1627,470]
signature-name: LIC. NORMA ALICIA ALAMILLA SUBIAUR. [1302,1362,1456,1372]
paragraph: Por tanto, quedará relevado de esa obligación respecto de las incidentadas MARÍA ALEJANDRA VELA HORTA y FABIOLA GUADALUPE VELA HORTA, mediante la resolución definitiva, dictada en seis de octubre de mil novecientos [610,1477,1105,1497]
paragraph: En el Incidente de Cancelación de Pensión Alimenticia, promovido por SANTIAGO VELA CONCEPCIÓN, expediente número 00291/1998, relativo al juicio ESPECIAL DE PENSIÓN ALIMENTICIA, promovido por ADDY GUADALUPE HORTA MATU, en contra de SANTIAGO VELA CONCEPCIÓN, originado en este juzgado Segundo Familiar, con fecha dieciséis de febrero del dos mil veintitrés, se dictó una sentencia interlocutoria que copiada a letra en su punto SEPTIMO resolutivo dice: [88,193,583,232]
paragraph: El segundo elemento de la acción intentada, relativo a que las acreedoras MARÍA ALEJANDRA VELA HORTA y FABIOLA GUADALUPE VELA HORTA, dejaron de necesitar la pensión alimenticia; a juicio de esta Autoridad asiste la razón al incidentista SANTIAGO VELA CONCEPCIÓN, debido a que ambas incidentadas, son mayores de edad, no estudian y viven en unión libre con sus parejas. [88,1302,583,1331]
table-row [619,879,1096,912]
column-1 [88,163,583,2098]
paragraph: Dado que han cambiado las circunstancias que prevalecían cuando se decretó el aumento de pensión alimenticia a favor sus hijas, las hoy incidentadas, entonces representadas por su progenitora ADDY GUADALUPE HORTA MATU, es señalar la razón para promover la presente litis, ya que de no decretarse la cancelación de la pensión alimenticia, se le estarían vulnerado sus derechos al realizar doblemente gasto, desequilibrando su economía..." [88,727,583,767]
column-3 [1132,163,1627,2098]
paragraph: EXPIDO EL PRESENTE EDICTO, A LOS (12) DOCE DÍAS DEL MES DE ABRIL DE DOS MMIL VEINTITRES, EN LA CIUDAD DE VILLAHERMOSA, CAPITAL DEL ESTADO DE TABASCO, MISMO QUE DEBERÁ PUBLICARSE, por una sola vez, los puntos resolutivos de la presente interlocutoria, en un periódico de mayor circulación de esta ciudad, por ser domicilio ignorado. [1132,1312,1627,1341]
paragraph: Las incidentadas MARÍA ALEJANDRA VELA HORTA y FABIOLA GUADALUPE VELA HORTA, fueron legalmente notificadas de la presente incidencia; la primera como se observa de la diligencia de veinte de agosto del dos mil veintiuno, y en cuanto a la segunda, a través de edictos, como se acredita con los tres ejemplares del periódico Día a día, Avance Tabasco Informa, de cinco, ocho y trece de julio del dos mil veintidós y con los tres ejemplares del Periódico Oficial del Estado, de fechas trece, dieciséis y veinte de julio del dos mil veintidós. [88,767,583,817]
masthead [82,82,1630,136]
table-cell-ages: 6-14 años [833,859,1096,879]
education-ages-table [618,819,1096,978]
paragraph: Finalmente, tomando en consideración que el presente proceso se trata de una cuestión del orden familiar, no se hace especial condena de pago de gastos y costas, en esta instancia, en razón a lo previsto en el numeral 99 fracción I, del código de procedimientos civiles en vigor en el Estado. Por lo expuesto y fundado, además con apoyo en los artículos 14 y 16 Constitucionales, es de resolver y se, [1132,648,1627,678]
table-row [619,945,1096,978]
education-ages-table-box [610,796,1105,986]
paragraph: "...Tesis: J. 41/90, octava Época, registro 207116, Instancia: Tercera Sala, procedente del Semanario Judicial de la Federación, tomo VI, Primera Parte, Julio-Diciembre de 1990, titulada bajo el rubro: "ALIMENTOS. CORRESPONDE AL DEUDOR ALIMENTARIO LA CARGA DE PROBAR QUE LOS HIJOS MAYORES QUE ACREDITEN SE ENCUENTRAN ESTUDIANDO UN GRADO ESCOLAR ADECUADO, NO LOS NECESITAN." [610,272,1105,311]
paragraph: PRIMERO. Este Juzgado resultó competente para conocer y resolver la presente causa incidental y la vía elegida es la correcta. [1132,688,1594,697]
table-header-level: NIVEL EDUCATIVO [619,820,834,840]
paragraph: ASÍ, INTERLOCUTORIAMENTE JUZGANDO, LO RESOLVIÓ, MANDA Y FIRMA LA LICENCIADA MARTHA EUGENIA OROZCO JIMÉNEZ, JUEZA SEGUNDO FAMILIAR DE PRIMERA INSTANCIA DEL PRIMER DISTRITO JUDICIAL DEL CENTRO, TABASCO, ANTE LA LICENCIADA NORMA ALICIA ALAMILLA SUBIAUR, SECRETARIA JUDICIAL DE ACUERDOS QUE CERTIFICA Y DA FE.... [1132,1282,1627,1312]
table-header-row [619,820,1096,840]
